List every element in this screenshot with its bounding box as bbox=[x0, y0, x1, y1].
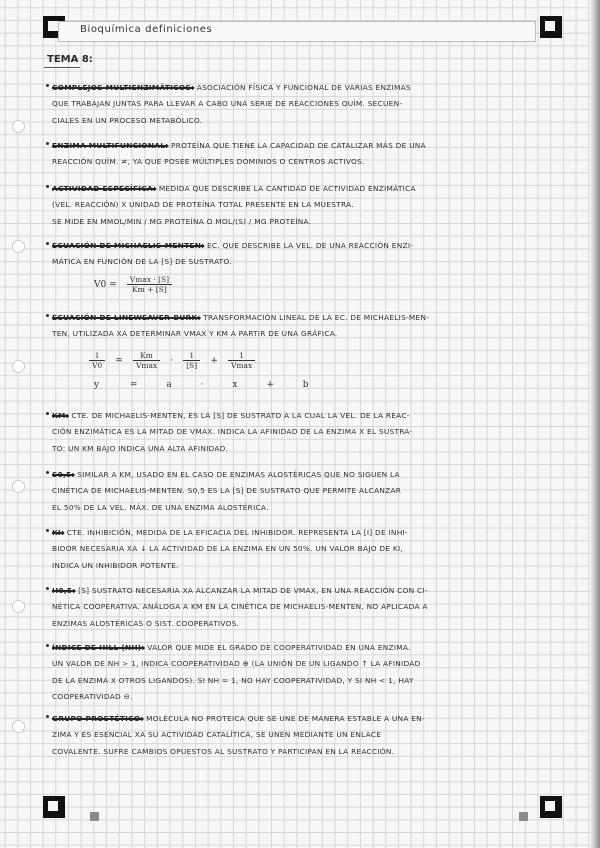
definition-text: (VEL. REACCIÓN) X UNIDAD DE PROTEÍNA TOTAL PRESENTE EN LA MUESTRA. bbox=[52, 200, 354, 210]
bullet bbox=[46, 84, 49, 87]
formula-symbol: b bbox=[302, 380, 311, 390]
definition-grupo-prostetico bbox=[52, 711, 572, 760]
definition-indice-de-hill bbox=[52, 640, 572, 705]
formula-numerator: Km bbox=[133, 351, 160, 361]
definition-text: MOLÉCULA NO PROTEICA QUE SE UNE DE MANERA ESTABLE A UNA EN- bbox=[146, 714, 425, 723]
definition-text: SE MIDE EN ΜMOL/MIN / MG PROTEÍNA O MOL/(S) / MG PROTEÍNA. bbox=[52, 216, 312, 226]
formula-fraction bbox=[89, 351, 105, 370]
definition-text: ASOCIACIÓN FÍSICA Y FUNCIONAL DE VARIAS ENZIMAS bbox=[196, 83, 411, 92]
section-underline bbox=[44, 67, 80, 68]
linear-form-formula bbox=[94, 380, 311, 390]
definition-text: CTE. DE MICHAELIS-MENTEN, ES LA [S] DE SUSTRATO A LA CUAL LA VEL. DE LA REAC- bbox=[71, 411, 410, 420]
formula-numerator: 1 bbox=[228, 351, 255, 361]
definition-term: S0,5: bbox=[52, 470, 75, 479]
formula-symbol: a bbox=[166, 380, 174, 390]
definition-text: BIDOR NECESARIA XA ↓ LA ACTIVIDAD DE LA ENZIMA EN UN 50%. UN VALOR BAJO DE KI, bbox=[52, 544, 403, 554]
corner-marker-bottom-right bbox=[540, 796, 562, 818]
definition-text: INDICA UN INHIBIDOR POTENTE. bbox=[52, 560, 179, 570]
formula-operator: + bbox=[210, 355, 218, 366]
formula-fraction bbox=[133, 351, 160, 370]
page-title: Bioquímica definiciones bbox=[80, 24, 213, 35]
definition-text: MÁTICA EN FUNCIÓN DE LA [S] DE SUSTRATO. bbox=[52, 257, 232, 267]
definition-term: COMPLEJOS MULTIENZIMÁTICOS: bbox=[52, 83, 195, 92]
bullet bbox=[46, 587, 49, 590]
definition-term: ACTIVIDAD ESPECÍFICA: bbox=[52, 184, 157, 193]
definition-term: H0,5: bbox=[52, 586, 76, 595]
definition-text: UN VALOR DE NH > 1, INDICA COOPERATIVIDAD ⊕ (LA UNIÓN DE UN LIGANDO ↑ LA AFINIDAD bbox=[52, 659, 421, 669]
definition-ki bbox=[52, 525, 572, 574]
lineweaver-burk-formula bbox=[86, 350, 258, 370]
definition-text: VALOR QUE MIDE EL GRADO DE COOPERATIVIDAD EN UNA ENZIMA. bbox=[147, 643, 411, 652]
formula-symbol: + bbox=[266, 380, 276, 390]
formula-denominator: Km + [S] bbox=[132, 285, 167, 294]
formula-fraction bbox=[127, 275, 172, 294]
definition-text: CIALES EN UN PROCESO METABÓLICO. bbox=[52, 115, 203, 125]
bullet bbox=[46, 471, 49, 474]
definition-actividad-especifica bbox=[52, 181, 572, 230]
binder-hole bbox=[12, 120, 25, 133]
formula-symbol: y bbox=[94, 380, 102, 390]
definition-complejos-multienzimaticos bbox=[52, 80, 572, 129]
formula-symbol: = bbox=[129, 380, 140, 390]
corner-marker-top-right bbox=[540, 16, 562, 38]
definition-text: SIMILAR A KM, USADO EN EL CASO DE ENZIMAS ALOSTÉRICAS QUE NO SIGUEN LA bbox=[77, 470, 400, 479]
binder-hole bbox=[12, 720, 25, 733]
bullet bbox=[46, 529, 49, 532]
formula-fraction bbox=[183, 351, 200, 370]
formula-operator: · bbox=[170, 355, 174, 366]
bullet bbox=[46, 314, 49, 317]
definition-text: DE LA ENZIMA X OTROS LIGANDOS). SI NH = 1, NO HAY COOPERATIVIDAD, Y SI NH < 1, HAY bbox=[52, 675, 414, 685]
definition-text: REACCIÓN QUÍM. ≠, YA QUE POSEE MÚLTIPLES DOMINIOS O CENTROS ACTIVOS. bbox=[52, 157, 365, 167]
binder-hole bbox=[12, 600, 25, 613]
formula-operator: = bbox=[115, 355, 123, 366]
formula-numerator: 1 bbox=[89, 351, 105, 361]
binder-hole bbox=[12, 360, 25, 373]
definition-text: QUE TRABAJAN JUNTAS PARA LLEVAR A CABO UNA SERIE DE REACCIONES QUÍM. SECUEN- bbox=[52, 99, 403, 109]
bullet bbox=[46, 644, 49, 647]
definition-text: NÉTICA COOPERATIVA. ANÁLOGA A KM EN LA CINÉTICA DE MICHAELIS-MENTEN, NO APLICADA A bbox=[52, 602, 428, 612]
bullet bbox=[46, 242, 49, 245]
definition-h05 bbox=[52, 583, 572, 632]
definition-term: KM: bbox=[52, 411, 69, 420]
definition-text: TEN, UTILIZADA XA DETERMINAR VMAX Y KM A PARTIR DE UNA GRÁFICA. bbox=[52, 329, 338, 339]
binder-hole bbox=[12, 480, 25, 493]
formula-denominator: Vmax bbox=[230, 361, 253, 370]
formula-numerator: 1 bbox=[183, 351, 200, 361]
definition-s05 bbox=[52, 467, 572, 516]
corner-marker-bottom-left bbox=[43, 796, 65, 818]
definition-ecuacion-lineweaver-burk bbox=[52, 310, 572, 343]
definition-text: CINÉTICA DE MICHAELIS-MENTEN. S0,5 ES LA [S] DE SUSTRATO QUE PERMITE ALCANZAR bbox=[52, 486, 402, 496]
bullet bbox=[46, 142, 49, 145]
formula-numerator: Vmax · [S] bbox=[127, 275, 172, 285]
definition-text: TRANSFORMACIÓN LINEAL DE LA EC. DE MICHAELIS-MEN- bbox=[203, 313, 430, 322]
scan-marker-left bbox=[90, 812, 99, 821]
formula-lhs: V0 = bbox=[94, 279, 117, 290]
section-heading: TEMA 8: bbox=[47, 54, 93, 65]
definition-text: TO: UN KM BAJO INDICA UNA ALTA AFINIDAD. bbox=[52, 443, 229, 453]
definition-text: COVALENTE. SUFRE CAMBIOS OPUESTOS AL SUSTRATO Y PARTICIPAN EN LA REACCIÓN. bbox=[52, 746, 395, 756]
bullet bbox=[46, 715, 49, 718]
bullet bbox=[46, 412, 49, 415]
definition-text: ENZIMAS ALOSTÉRICAS O SIST. COOPERATIVOS. bbox=[52, 618, 240, 628]
page-edge-shadow bbox=[590, 0, 600, 848]
definition-text: CIÓN ENZIMÁTICA ES LA MITAD DE VMAX. INDICA LA AFINIDAD DE LA ENZIMA X EL SUSTRA- bbox=[52, 427, 413, 437]
definition-enzima-multifuncional bbox=[52, 138, 572, 171]
definition-text: EC. QUE DESCRIBE LA VEL. DE UNA REACCIÓN ENZI- bbox=[206, 241, 414, 250]
scan-marker-right bbox=[519, 812, 528, 821]
michaelis-menten-formula bbox=[92, 274, 175, 294]
definition-term: KI: bbox=[52, 528, 65, 537]
binder-hole bbox=[12, 240, 25, 253]
definition-text: PROTEÍNA QUE TIENE LA CAPACIDAD DE CATALIZAR MÁS DE UNA bbox=[171, 141, 426, 150]
definition-term: ECUACIÓN DE MICHAELIS-MENTEN: bbox=[52, 241, 205, 250]
definition-text: MEDIDA QUE DESCRIBE LA CANTIDAD DE ACTIVIDAD ENZIMÁTICA bbox=[158, 184, 416, 193]
bullet bbox=[46, 185, 49, 188]
formula-denominator: [S] bbox=[186, 361, 198, 370]
definition-ecuacion-michaelis-menten bbox=[52, 238, 572, 271]
formula-fraction bbox=[228, 351, 255, 370]
definition-text: COOPERATIVIDAD ⊖. bbox=[52, 691, 133, 701]
formula-symbol: x bbox=[232, 380, 240, 390]
formula-symbol: · bbox=[200, 380, 206, 390]
definition-term: ÍNDICE DE HILL (NH): bbox=[52, 643, 145, 652]
formula-denominator: V0 bbox=[92, 361, 103, 370]
definition-term: GRUPO PROSTÉTICO: bbox=[52, 714, 144, 723]
formula-denominator: Vmax bbox=[135, 361, 158, 370]
definition-term: ECUACIÓN DE LINEWEAVER-BURK: bbox=[52, 313, 201, 322]
definition-text: EL 50% DE LA VEL. MÁX. DE UNA ENZIMA ALOSTÉRICA. bbox=[52, 502, 269, 512]
definition-term: ENZIMA MULTIFUNCIONAL: bbox=[52, 141, 169, 150]
definition-text: ZIMA Y ES ESENCIAL XA SU ACTIVIDAD CATALÍTICA, SE UNEN MEDIANTE UN ENLACE bbox=[52, 730, 382, 740]
definition-text: CTE. INHIBICIÓN, MEDIDA DE LA EFICACIA DEL INHIBIDOR. REPRESENTA LA [I] DE INHI- bbox=[66, 528, 408, 537]
definition-text: [S] SUSTRATO NECESARIA XA ALCANZAR LA MITAD DE VMAX, EN UNA REACCIÓN CON CI- bbox=[78, 586, 428, 595]
definition-km bbox=[52, 408, 572, 457]
